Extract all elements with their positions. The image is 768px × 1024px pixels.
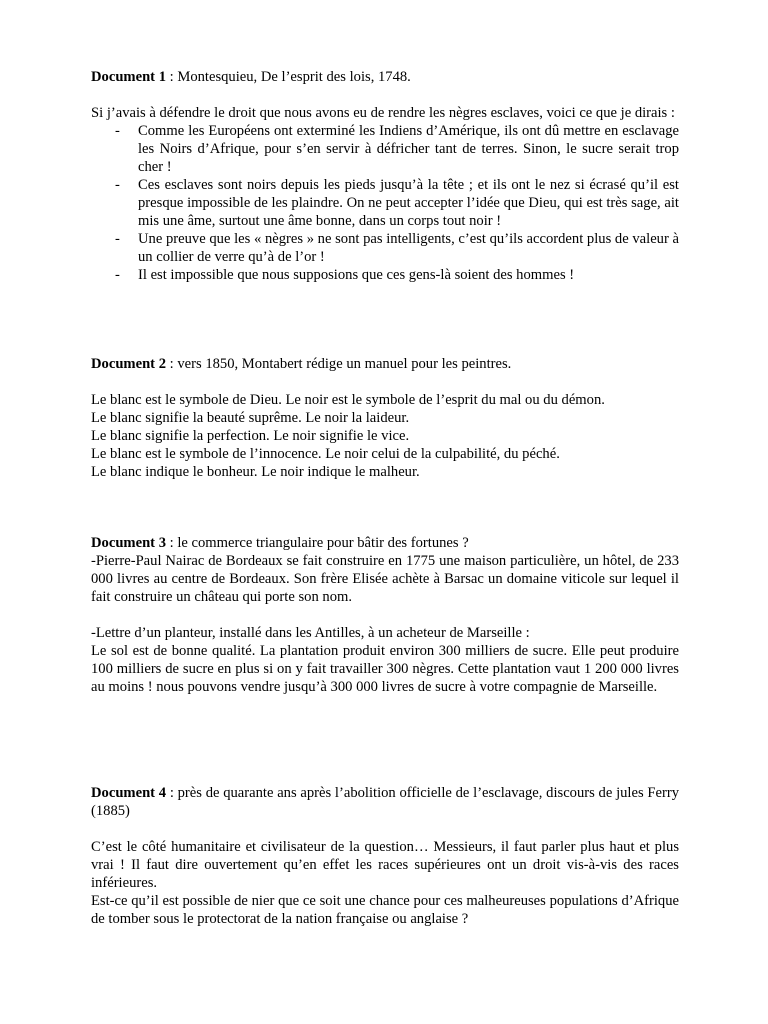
document-3-heading (91, 534, 679, 552)
document-2 (91, 355, 679, 481)
document-1-heading (91, 68, 679, 86)
document-4-label: Document 4 (91, 785, 167, 801)
document-4-paragraph-2: Est-ce qu’il est possible de nier que ce soit une chance pour ces malheureuses populations d’Afrique de tomber sous le protectorat de la nation française ou anglaise ? (91, 893, 679, 927)
document-2-line: Le blanc indique le bonheur. Le noir indique le malheur. (91, 464, 420, 480)
document-4-heading (91, 784, 679, 820)
document-2-heading (91, 355, 679, 373)
document-2-subtitle: : vers 1850, Montabert rédige un manuel pour les peintres. (166, 356, 512, 372)
document-3-letter-title: -Lettre d’un planteur, installé dans les Antilles, à un acheteur de Marseille : (91, 625, 530, 641)
document-2-line: Le blanc signifie la perfection. Le noir signifie le vice. (91, 428, 410, 444)
list-item: - Comme les Européens ont exterminé les Indiens d’Amérique, ils ont dû mettre en esclavage les Noirs d’Afrique, pour s’en servir à défricher tant de terres. Sinon, le sucre serait trop cher ! (91, 122, 679, 176)
document-2-line: Le blanc est le symbole de Dieu. Le noir est le symbole de l’esprit du mal ou du démon. (91, 392, 605, 408)
document-2-line: Le blanc est le symbole de l’innocence. Le noir celui de la culpabilité, du péché. (91, 446, 560, 462)
document-2-label: Document 2 (91, 356, 166, 372)
document-3-label: Document 3 (91, 535, 166, 551)
list-item: - Il est impossible que nous supposions que ces gens-là soient des hommes ! (91, 266, 679, 284)
document-1 (91, 68, 679, 284)
document-1-label: Document 1 (91, 69, 166, 85)
list-item: - Une preuve que les « nègres » ne sont pas intelligents, c’est qu’ils accordent plus de valeur à un collier de verre qu’à de l’or ! (91, 230, 679, 266)
document-1-intro: Si j’avais à défendre le droit que nous avons eu de rendre les nègres esclaves, voici ce que je dirais : (91, 105, 675, 121)
document-1-list (91, 122, 679, 284)
list-item: - Ces esclaves sont noirs depuis les pieds jusqu’à la tête ; et ils ont le nez si écrasé qu’il est presque impossible de les plaindre. On ne peut accepter l’idée que Dieu, qui est très sage, ait mis une âme, surtout une âme bonne, dans un corps tout noir ! (91, 176, 679, 230)
document-1-subtitle: : Montesquieu, De l’esprit des lois, 1748. (166, 69, 411, 85)
document-3-paragraph-2: Le sol est de bonne qualité. La plantation produit environ 300 milliers de sucre. Elle peut produire 100 milliers de sucre en plus si on y fait travailler 300 nègres. Cette plantation vaut 1 200 000 livres au moins ! nous pouvons vendre jusqu’à 300 000 livres de sucre à votre compagnie de Marseille. (91, 643, 679, 695)
document-4 (91, 784, 679, 928)
document-3-paragraph-1: -Pierre-Paul Nairac de Bordeaux se fait construire en 1775 une maison particulière, un hôtel, de 233 000 livres au centre de Bordeaux. Son frère Elisée achète à Barsac un domaine viticole sur lequel il fait construire un château qui porte son nom. (91, 553, 679, 605)
document-4-paragraph-1: C’est le côté humanitaire et civilisateur de la question… Messieurs, il faut parler plus haut et plus vrai ! Il faut dire ouvertement qu’en effet les races supérieures ont un droit vis-à-vis des races inférieures. (91, 839, 679, 891)
document-2-line: Le blanc signifie la beauté suprême. Le noir la laideur. (91, 410, 410, 426)
document-3 (91, 534, 679, 696)
document-3-subtitle: : le commerce triangulaire pour bâtir des fortunes ? (166, 535, 469, 551)
document-4-subtitle: : près de quarante ans après l’abolition officielle de l’esclavage, discours de jules Ferry (1885) (91, 785, 679, 819)
